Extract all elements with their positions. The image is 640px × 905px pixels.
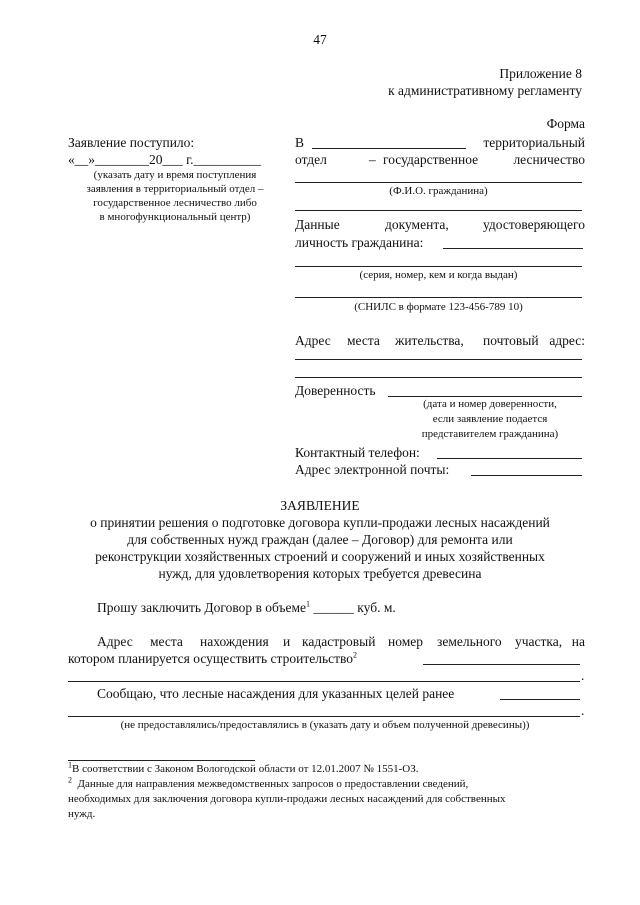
snils-field[interactable]	[295, 297, 582, 298]
footnote-2-line-2: необходимых для заключения договора купли-продажи лесных насаждений для собственных	[68, 793, 506, 805]
doc-word-2: документа,	[385, 217, 449, 232]
plot-field-1[interactable]	[423, 664, 580, 665]
address-word-1: Адрес	[295, 333, 331, 348]
report-hint: (не предоставлялись/предоставлялись в (указать дату и объем полученной древесины))	[120, 719, 530, 731]
received-title: Заявление поступило:	[68, 135, 195, 150]
request-footnote-ref: 1	[306, 599, 311, 609]
proxy-label: Доверенность	[295, 383, 376, 398]
plot-dot: .	[581, 668, 585, 683]
id-document-field-2[interactable]	[295, 266, 582, 267]
address-word-5: адрес:	[549, 333, 585, 348]
territorial-unit-field[interactable]	[312, 148, 466, 149]
email-label: Адрес электронной почты:	[295, 462, 450, 477]
phone-label: Контактный телефон:	[295, 445, 420, 460]
footnote-1-mark: 1	[68, 760, 72, 770]
statement-subtitle-3: реконструкции хозяйственных строений и сооружений и иных хозяйственных	[95, 549, 545, 564]
footnote-2-text-1: Данные для направления межведомственных запросов о предоставлении сведений,	[77, 778, 469, 790]
proxy-hint-3: представителем гражданина)	[421, 428, 559, 440]
received-hint-2: заявления в территориальный отдел –	[86, 183, 264, 195]
footnote-2-mark: 2	[68, 775, 72, 785]
doc-line-2: личность гражданина:	[295, 235, 424, 250]
appendix-label: Приложение 8	[499, 66, 582, 81]
phone-field[interactable]	[437, 458, 582, 459]
volume-field[interactable]: ______	[313, 600, 354, 615]
statement-subtitle-2: для собственных нужд граждан (далее – Договор) для ремонта или	[127, 532, 513, 547]
received-hint-3: государственное лесничество либо	[93, 197, 257, 209]
to-suffix: территориальный	[483, 135, 585, 150]
report-dot: .	[581, 703, 585, 718]
regulation-label: к административному регламенту	[388, 83, 582, 98]
plot-line-2	[68, 651, 357, 667]
plot-word-7: земельного	[437, 634, 502, 649]
plot-word-8: участка,	[515, 634, 563, 649]
plot-word-1: Адрес	[97, 634, 133, 649]
snils-hint: (СНИЛС в формате 123-456-789 10)	[354, 301, 523, 313]
fio-hint: (Ф.И.О. гражданина)	[389, 185, 488, 197]
proxy-hint-1: (дата и номер доверенности,	[423, 398, 557, 410]
dept-word-2: государственное	[383, 152, 479, 167]
form-label: Форма	[546, 116, 585, 131]
page-number: 47	[313, 32, 327, 47]
plot-word-9: на	[571, 634, 585, 649]
request-line	[97, 600, 396, 616]
report-field-2[interactable]	[68, 716, 580, 717]
address-field-1[interactable]	[295, 359, 582, 360]
address-word-3: жительства,	[395, 333, 464, 348]
id-document-field[interactable]	[443, 248, 583, 249]
received-date-line: «__»________20___ г.__________	[68, 152, 262, 167]
footnote-1	[68, 760, 419, 775]
footnote-2-line-1	[68, 775, 469, 790]
plot-field-2[interactable]	[68, 681, 580, 682]
dept-word-3: лесничество	[513, 152, 585, 167]
footnote-2-line-3: нужд.	[68, 808, 96, 820]
doc-word-3: удостоверяющего	[483, 217, 585, 232]
address-word-4: почтовый	[483, 333, 539, 348]
received-hint-1: (указать дату и время поступления	[93, 169, 257, 181]
dept-word-1: отдел	[295, 152, 327, 167]
request-prefix: Прошу заключить Договор в объеме	[97, 600, 307, 615]
footnote-1-text: В соответствии с Законом Вологодской области от 12.01.2007 № 1551-ОЗ.	[72, 763, 419, 775]
received-hint-4: в многофункциональный центр)	[99, 211, 251, 223]
to-prefix: В	[295, 135, 305, 150]
fio-field[interactable]	[295, 182, 582, 183]
doc-word-1: Данные	[295, 217, 340, 232]
address-field-2[interactable]	[295, 377, 582, 378]
doc-hint: (серия, номер, кем и когда выдан)	[359, 269, 518, 281]
address-word-2: места	[347, 333, 380, 348]
proxy-hint-2: если заявление подается	[432, 413, 548, 425]
footnote-separator	[68, 760, 255, 761]
plot-line-2-text: котором планируется осуществить строительство	[68, 651, 354, 666]
plot-footnote-ref: 2	[353, 650, 358, 660]
report-field-1[interactable]	[500, 699, 580, 700]
dept-dash: –	[369, 152, 376, 167]
plot-word-5: кадастровый	[302, 634, 376, 649]
statement-title: ЗАЯВЛЕНИЕ	[280, 498, 360, 513]
plot-word-6: номер	[388, 634, 424, 649]
plot-word-2: места	[150, 634, 183, 649]
plot-word-3: нахождения	[200, 634, 269, 649]
report-line: Сообщаю, что лесные насаждения для указанных целей ранее	[97, 686, 455, 701]
fio-field-2[interactable]	[295, 210, 582, 211]
statement-subtitle-1: о принятии решения о подготовке договора купли-продажи лесных насаждений	[90, 515, 550, 530]
plot-word-4: и	[283, 634, 291, 649]
proxy-field[interactable]	[388, 396, 582, 397]
email-field[interactable]	[471, 475, 582, 476]
statement-subtitle-4: нужд, для удовлетворения которых требуется древесина	[158, 566, 482, 581]
request-unit: куб. м.	[357, 600, 396, 615]
